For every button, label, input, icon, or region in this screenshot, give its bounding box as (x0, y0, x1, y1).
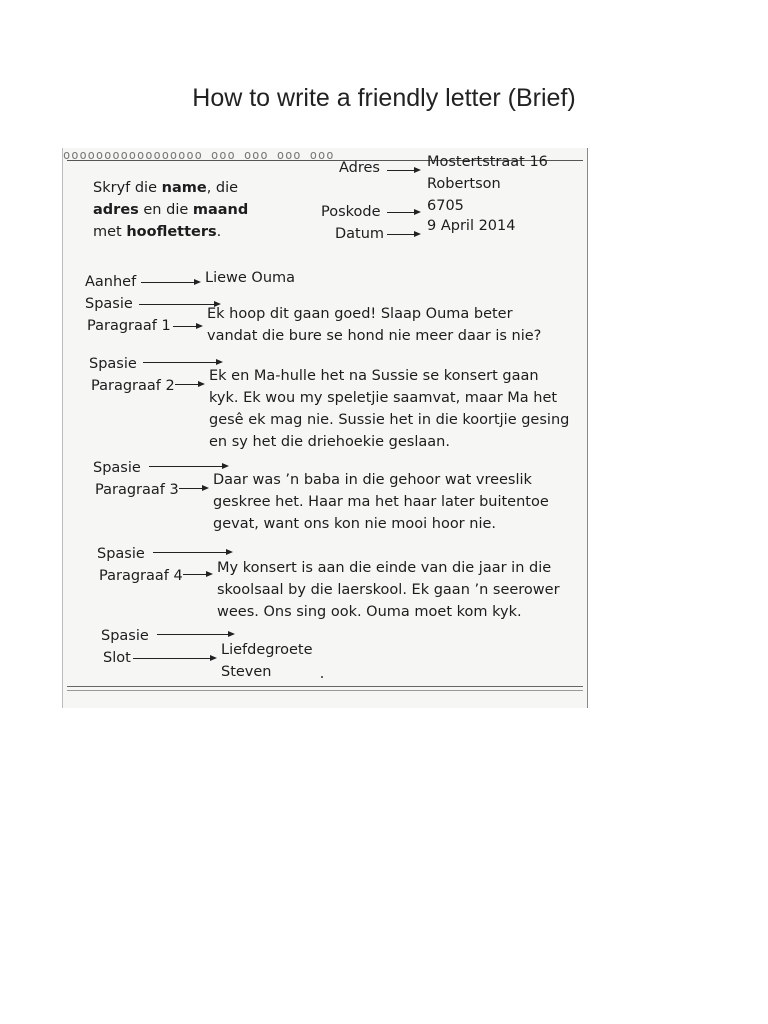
date-value: 9 April 2014 (427, 218, 516, 234)
paragraaf-1-arrow (173, 326, 201, 327)
bottom-rule (67, 690, 583, 691)
paragraph-1-line: Ek hoop dit gaan goed! Slaap Ouma beter (207, 306, 513, 322)
slot-arrow (133, 658, 215, 659)
paragraaf-1-label: Paragraaf 1 (87, 318, 171, 334)
paragraaf-2-label: Paragraaf 2 (91, 378, 175, 394)
paragraaf-3-label: Paragraaf 3 (95, 482, 179, 498)
paragraph-4-line: My konsert is aan die einde van die jaar in die (217, 560, 552, 576)
paragraph-3-line: geskree het. Haar ma het haar later buitentoe (213, 494, 549, 510)
paragraaf-4-label: Paragraaf 4 (99, 568, 183, 584)
paragraph-4-line: wees. Ons sing ook. Ouma moet kom kyk. (217, 604, 522, 620)
page-title: How to write a friendly letter (Brief) (192, 84, 576, 112)
instruction-line-1: Skryf die name, die (93, 180, 239, 196)
spasie-arrow-5 (157, 634, 233, 635)
address-town: Robertson (427, 176, 501, 192)
spasie-label-4: Spasie (97, 546, 145, 562)
paragraph-3-line: gevat, want ons kon nie mooi hoor nie. (213, 516, 497, 532)
aanhef-label: Aanhef (85, 274, 137, 290)
spiral-binding: ooooooooooooooooo ooo ooo ooo ooo (63, 148, 335, 160)
paragraaf-4-arrow (183, 574, 211, 575)
paragraph-2-line: Ek en Ma-hulle het na Sussie se konsert gaan (209, 368, 539, 384)
paragraph-2-line: gesê ek mag nie. Sussie het in die koortjie gesing (209, 412, 570, 428)
closing: Liefdegroete (221, 642, 313, 658)
instruction-line-2: adres en die maand (93, 202, 249, 218)
paragraaf-3-arrow (179, 488, 207, 489)
paragraph-1-line: vandat die bure se hond nie meer daar is nie? (207, 328, 542, 344)
paragraph-3-line: Daar was ’n baba in die gehoor wat vreeslik (213, 472, 532, 488)
ink-speck (321, 676, 323, 678)
poskode-arrow (387, 212, 419, 213)
address-street: Mostertstraat 16 (427, 154, 548, 170)
spasie-label-1: Spasie (85, 296, 133, 312)
paragraph-2-line: kyk. Ek wou my speletjie saamvat, maar Ma het (209, 390, 558, 406)
letter-worksheet (62, 148, 588, 708)
spasie-label-3: Spasie (93, 460, 141, 476)
datum-label: Datum (335, 226, 385, 242)
spasie-label-5: Spasie (101, 628, 149, 644)
bottom-rule (67, 686, 583, 687)
poskode-value: 6705 (427, 198, 464, 214)
spasie-arrow-2 (143, 362, 221, 363)
slot-label: Slot (103, 650, 131, 666)
paragraph-2-line: en sy het die driehoekie geslaan. (209, 434, 450, 450)
spasie-arrow-3 (149, 466, 227, 467)
paragraph-4-line: skoolsaal by die laerskool. Ek gaan ’n seerower (217, 582, 560, 598)
datum-arrow (387, 234, 419, 235)
greeting: Liewe Ouma (205, 270, 296, 286)
aanhef-arrow (141, 282, 199, 283)
adres-arrow (387, 170, 419, 171)
adres-label: Adres (339, 160, 380, 176)
paragraaf-2-arrow (175, 384, 203, 385)
poskode-label: Poskode (321, 204, 381, 220)
spasie-label-2: Spasie (89, 356, 137, 372)
spasie-arrow-1 (139, 304, 219, 305)
signature: Steven (221, 664, 272, 680)
instruction-line-3: met hoofletters. (93, 224, 222, 240)
spasie-arrow-4 (153, 552, 231, 553)
